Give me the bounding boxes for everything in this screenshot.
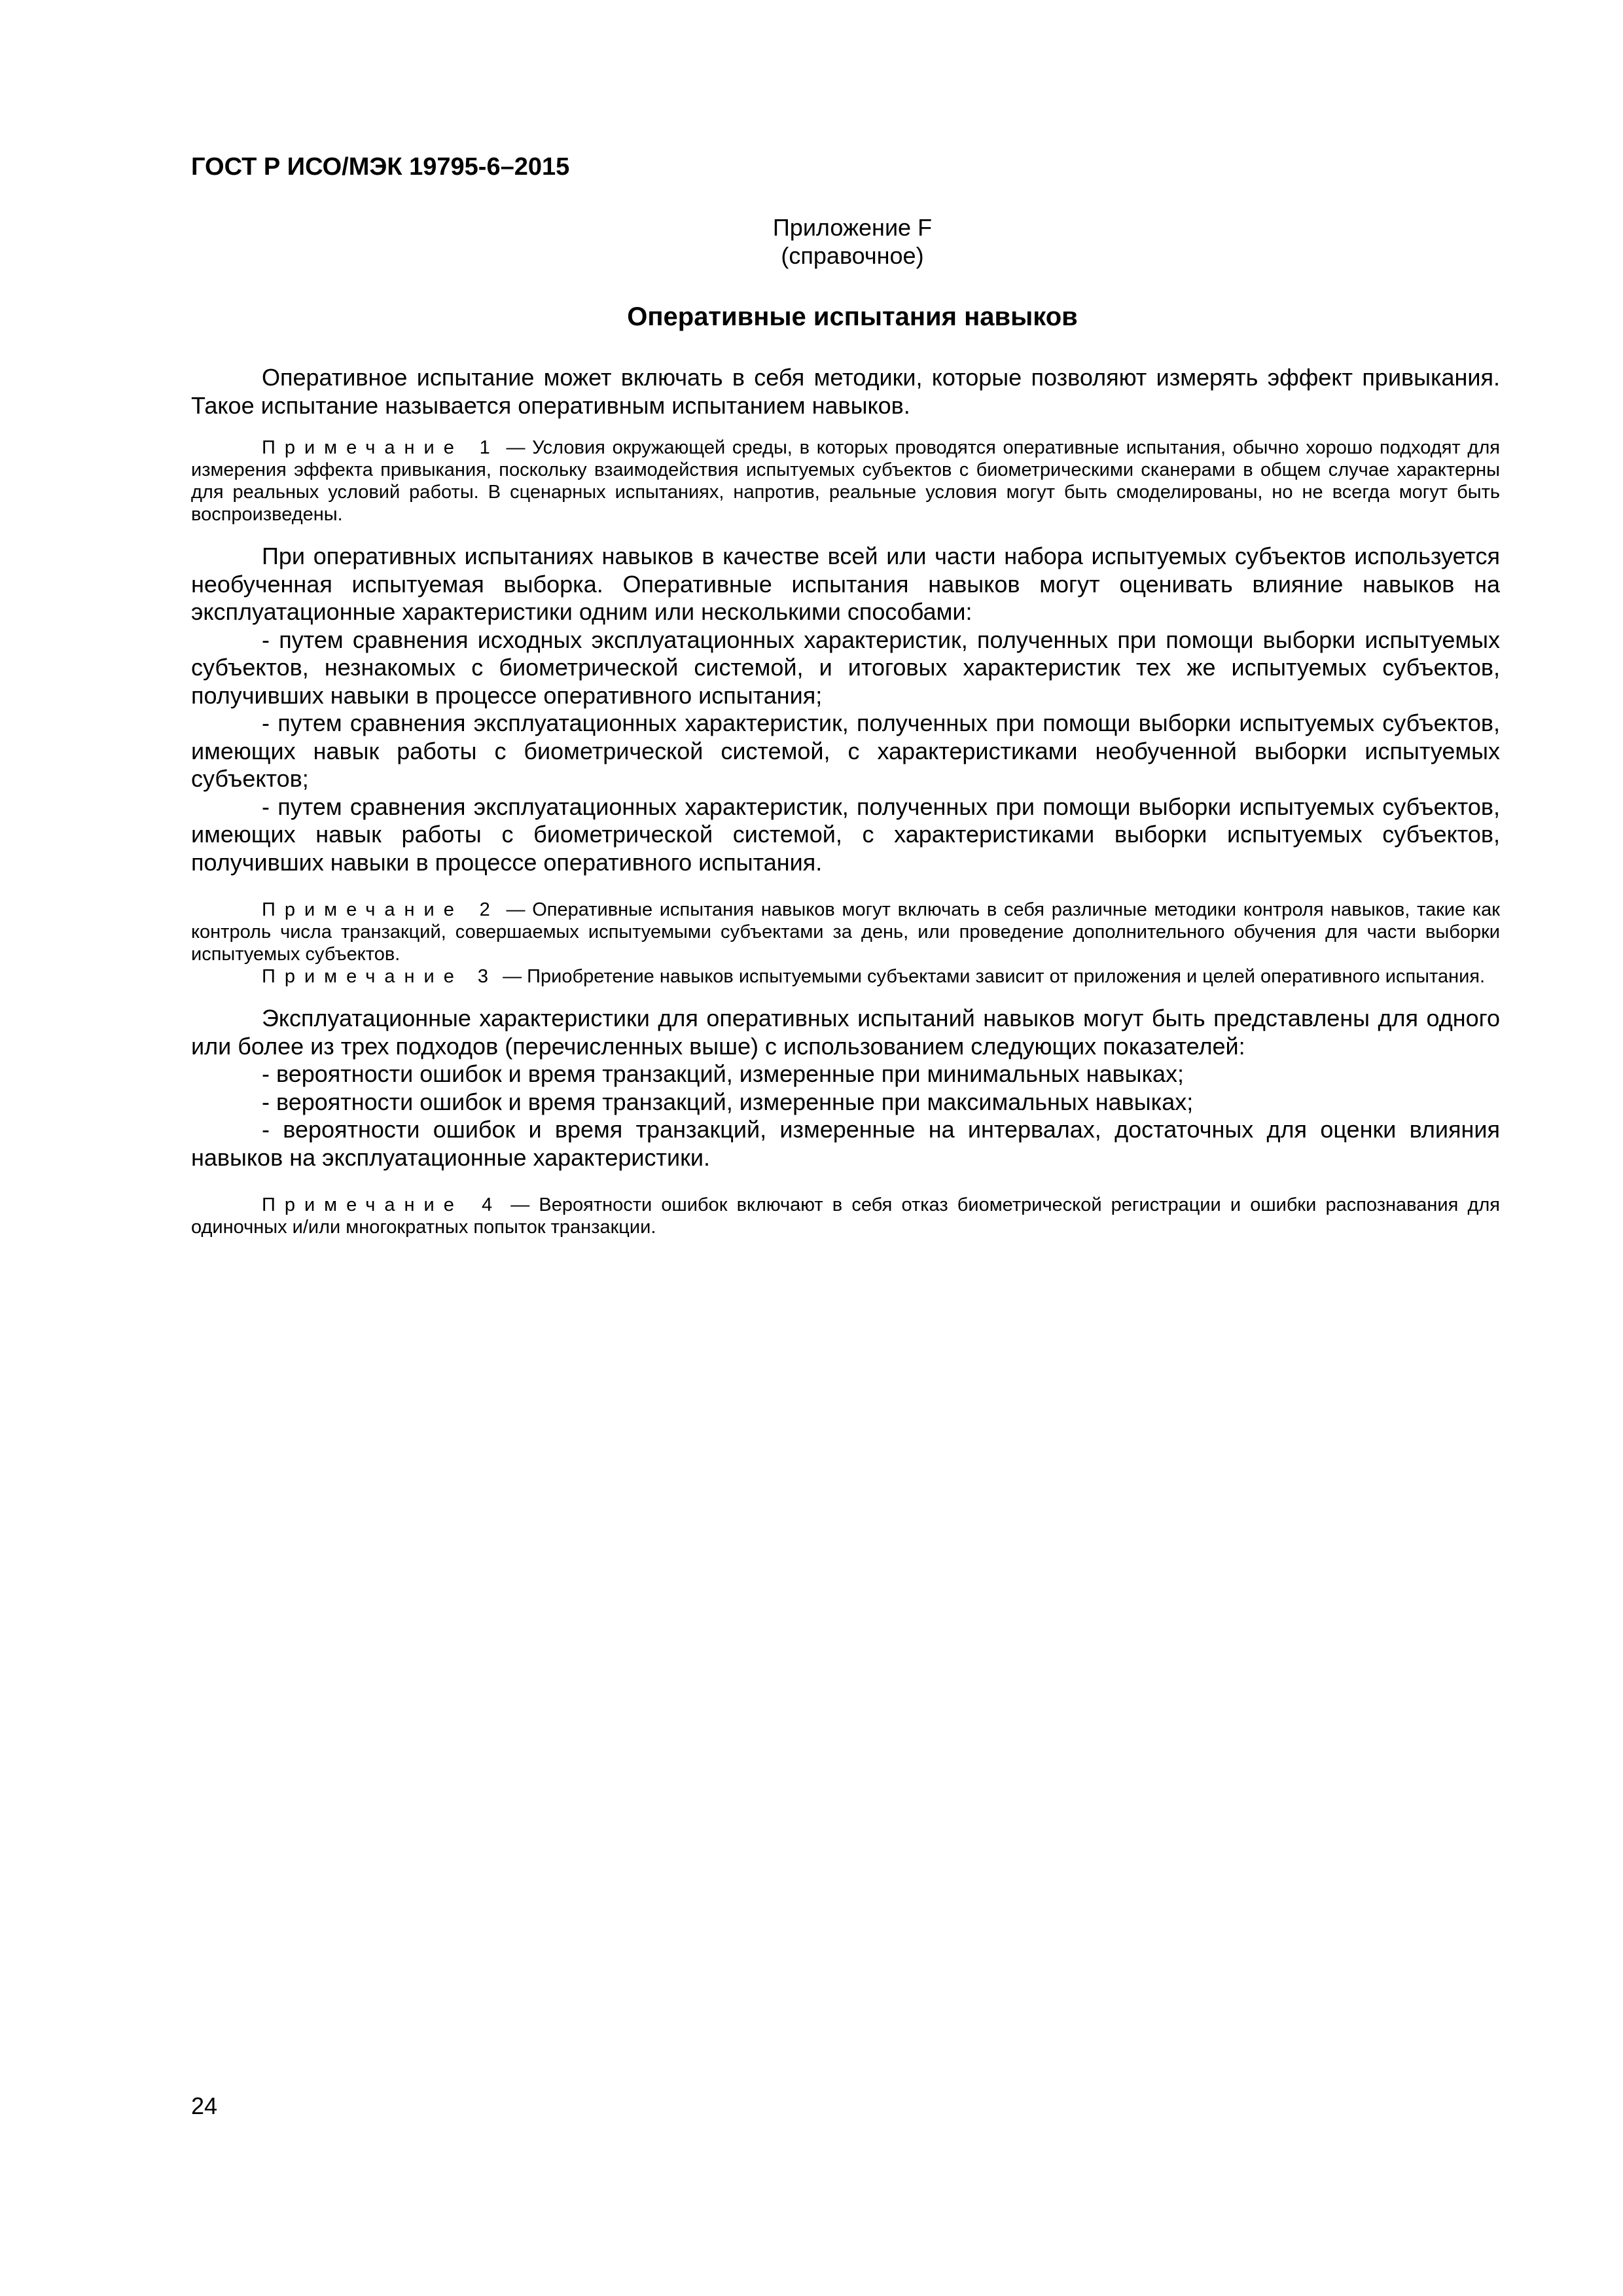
methods-paragraph: При оперативных испытаниях навыков в качестве всей или части набора испытуемых субъектов используется необученная испытуемая выборка. Оперативные испытания навыков могут оценивать влияние навыков на эксплуатационные характеристики одним или несколькими способами: [191, 543, 1500, 625]
methods-list-item: - путем сравнения исходных эксплуатационных характеристик, полученных при помощи выборки испытуемых субъектов, незнакомых с биометрической системой, и итоговых характеристик тех же испытуемых субъектов, получивших навыки в процессе оперативного испытания; [191, 626, 1500, 709]
indicators-list-item: - вероятности ошибок и время транзакций, измеренные при минимальных навыках; [262, 1060, 1185, 1087]
appendix-title: Приложение F [772, 214, 933, 241]
note-dash: — [499, 899, 533, 920]
note-label: Примечание 1 [262, 437, 499, 458]
note-dash: — [501, 1194, 539, 1215]
indicators-list-item: - вероятности ошибок и время транзакций, измеренные на интервалах, достаточных для оценки влияния навыков на эксплуатационные характеристики. [191, 1116, 1500, 1171]
appendix-type: (справочное) [781, 242, 924, 269]
note-text: Вероятности ошибок включают в себя отказ биометрической регистрации и ошибки распознавания для одиночных и/или многократных попыток транзакции. [191, 1194, 1500, 1238]
note-label: Примечание 3 [262, 966, 498, 987]
note-3 [191, 965, 1500, 988]
methods-list-item: - путем сравнения эксплуатационных характеристик, полученных при помощи выборки испытуемых субъектов, имеющих навык работы с биометрической системой, с характеристиками выборки испытуемых субъектов, получивших навыки в процессе оперативного испытания. [191, 793, 1500, 876]
note-text: Условия окружающей среды, в которых проводятся оперативные испытания, обычно хорошо подходят для измерения эффекта привыкания, поскольку взаимодействия испытуемых субъектов с биометрическими сканерами в общем случае характерны для реальных условий работы. В сценарных испытаниях, напротив, реальные условия могут быть смоделированы, но не всегда могут быть воспроизведены. [191, 437, 1500, 525]
note-text: Оперативные испытания навыков могут включать в себя различные методики контроля навыков, такие как контроль числа транзакций, совершаемых испытуемыми субъектами за день, или проведение дополнительного обучения для части выборки испытуемых субъектов. [191, 899, 1500, 965]
indicators-list-item: - вероятности ошибок и время транзакций, измеренные при максимальных навыках; [262, 1088, 1194, 1115]
note-1 [191, 437, 1500, 526]
section-title: Оперативные испытания навыков [627, 302, 1078, 331]
standard-code-header: ГОСТ Р ИСО/МЭК 19795-6–2015 [191, 153, 570, 181]
page-number: 24 [191, 2092, 218, 2119]
indicators-paragraph: Эксплуатационные характеристики для оперативных испытаний навыков могут быть представлены для одного или более из трех подходов (перечисленных выше) с использованием следующих показателей: [191, 1005, 1500, 1060]
document-body [191, 364, 1500, 1238]
note-label: Примечание 4 [262, 1194, 502, 1215]
note-label: Примечание 2 [262, 899, 499, 920]
note-dash: — [499, 437, 533, 458]
intro-paragraph: Оперативное испытание может включать в себя методики, которые позволяют измерять эффект привыкания. Такое испытание называется оперативным испытанием навыков. [191, 364, 1500, 419]
note-dash: — [497, 966, 527, 987]
note-2 [191, 899, 1500, 965]
note-text: Приобретение навыков испытуемыми субъектами зависит от приложения и целей оперативного испытания. [527, 966, 1486, 987]
methods-list-item: - путем сравнения эксплуатационных характеристик, полученных при помощи выборки испытуемых субъектов, имеющих навык работы с биометрической системой, с характеристиками необученной выборки испытуемых субъектов; [191, 709, 1500, 792]
note-4 [191, 1194, 1500, 1238]
